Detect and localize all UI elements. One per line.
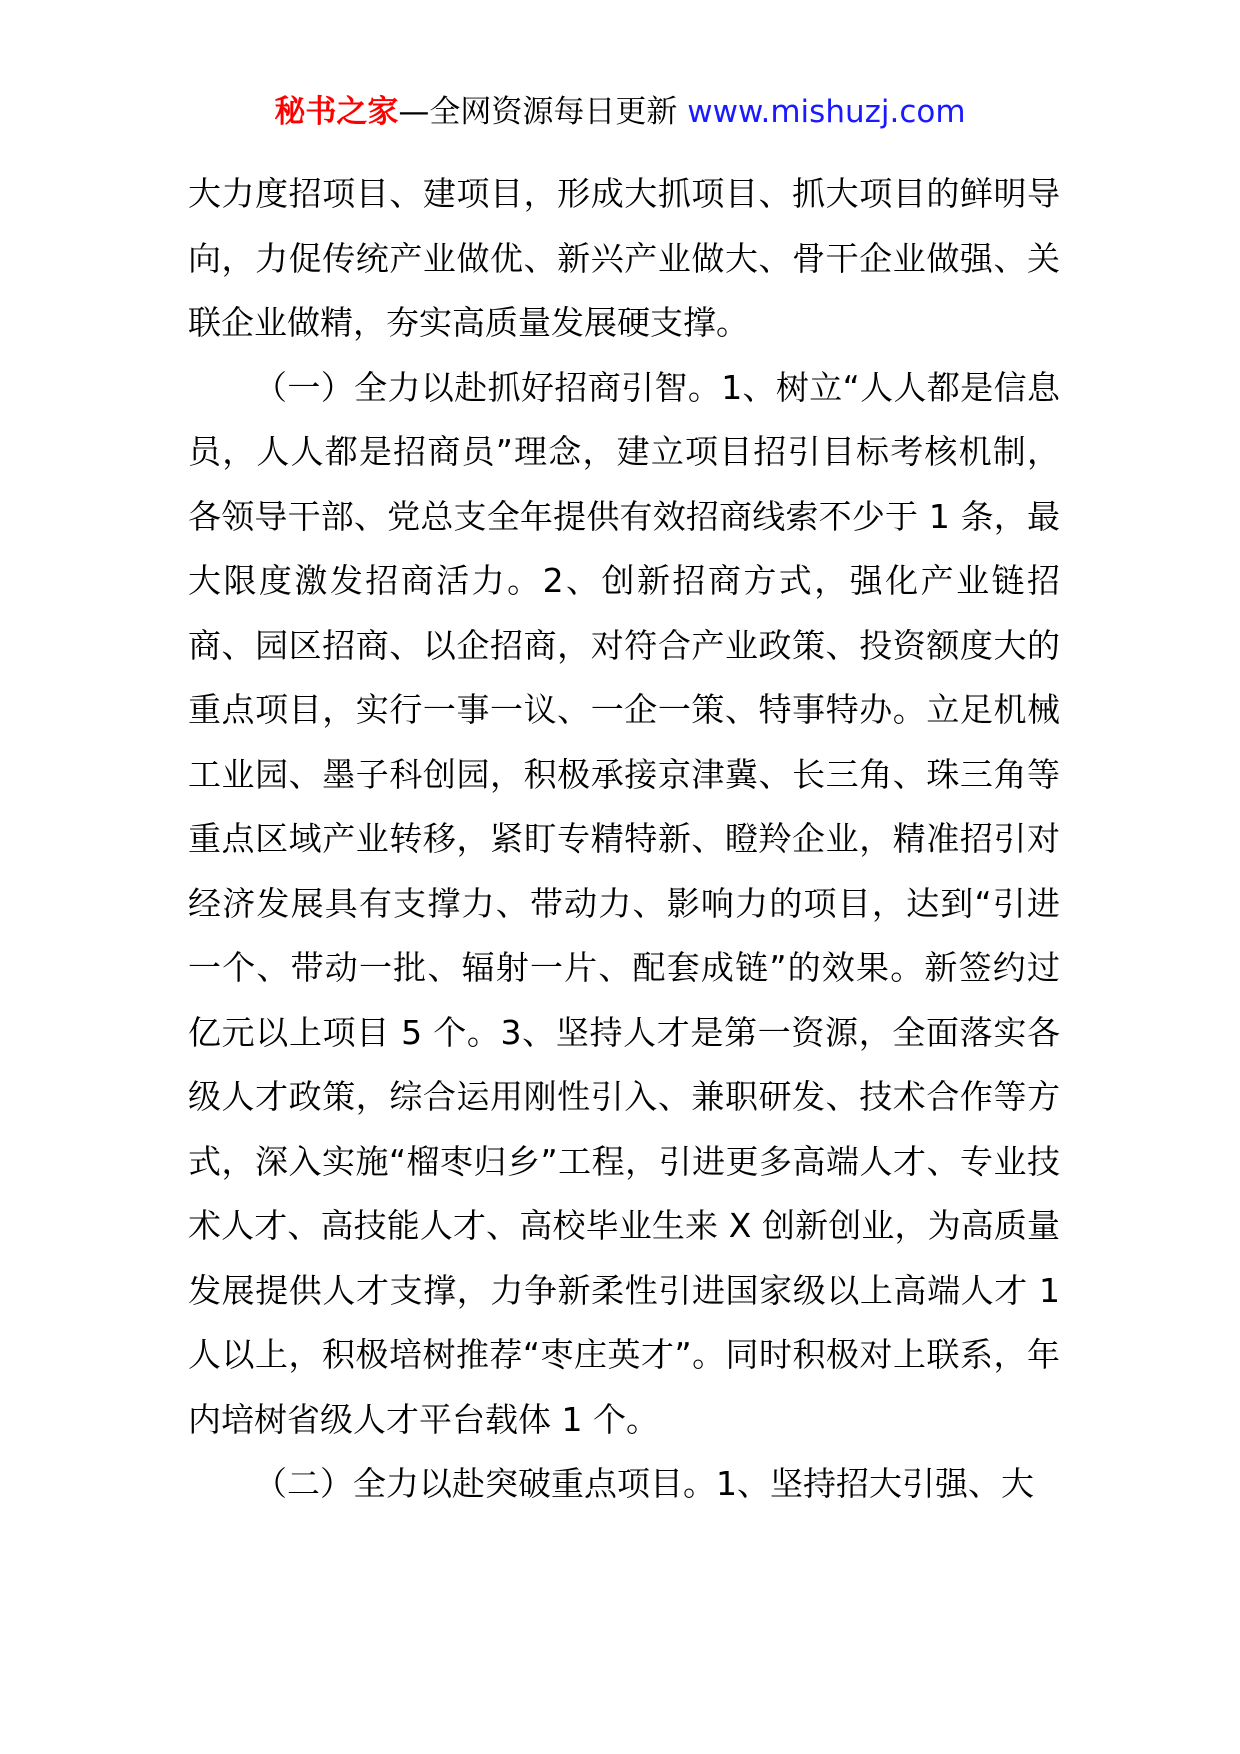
paragraph-intro: 大力度招项目、建项目，形成大抓项目、抓大项目的鲜明导向，力促传统产业做优、新兴产业做大、骨干企业做强、关联企业做精，夯实高质量发展硬支撑。 <box>188 174 1060 342</box>
paragraph-section-2: （二）全力以赴突破重点项目。1、坚持招大引强、大 <box>254 1464 1034 1503</box>
paragraph-section-1: （一）全力以赴抓好招商引智。1、树立“人人都是信息员，人人都是招商员”理念，建立项目招引目标考核机制，各领导干部、党总支全年提供有效招商线索不少于 1 条，最大限度激发招商活力。2、创新招商方式，强化产业链招商、园区招商、以企招商，对符合产业政策、投资额度大的重点项目，实行一事一议、一企一策、特事特办。立足机械工业园、墨子科创园，积极承接京津冀、长三角、珠三角等重点区域产业转移，紧盯专精特新、瞪羚企业，精准招引对经济发展具有支撑力、带动力、影响力的项目，达到“引进一个、带动一批、辐射一片、配套成链”的效果。新签约过亿元以上项目 5 个。3、坚持人才是第一资源，全面落实各级人才政策，综合运用刚性引入、兼职研发、技术合作等方式，深入实施“榴枣归乡”工程，引进更多高端人才、专业技术人才、高技能人才、高校毕业生来 X 创新创业，为高质量发展提供人才支撑，力争新柔性引进国家级以上高端人才 1 人以上，积极培树推荐“枣庄英才”。同时积极对上联系，年内培树省级人才平台载体 1 个。 <box>188 367 1060 1439</box>
site-url-link[interactable]: www.mishuzj.com <box>687 94 966 130</box>
site-header <box>0 90 1240 134</box>
header-tagline: —全网资源每日更新 <box>398 94 678 130</box>
document-body <box>188 162 1060 1517</box>
brand-name: 秘书之家 <box>274 94 399 130</box>
